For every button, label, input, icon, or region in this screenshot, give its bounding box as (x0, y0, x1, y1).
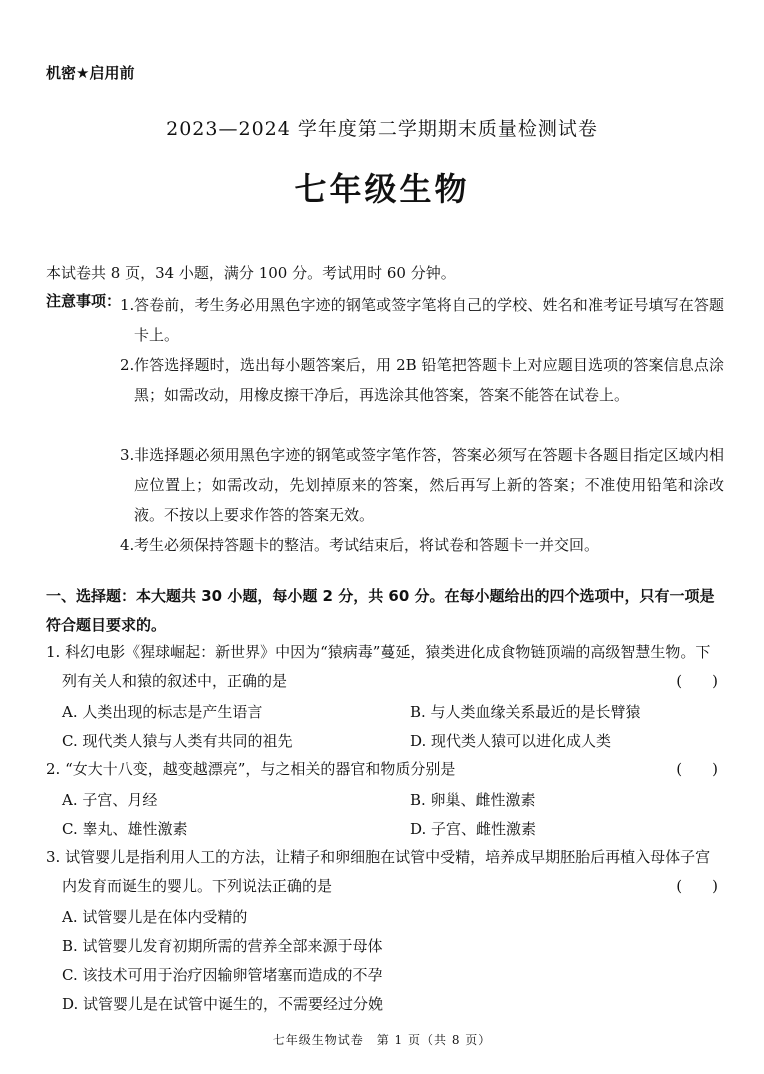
page-footer: 七年级生物试卷 第 1 页（共 8 页） (272, 1033, 492, 1047)
question-text: 2. “女大十八变，越变越漂亮”，与之相关的器官和物质分别是 (46, 760, 456, 778)
note-text: 非选择题必须用黑色字迹的钢笔或签字笔作答，答案必须写在答题卡各题目指定区域内相应位置上；如需改动，先划掉原来的答案，然后再写上新的答案；不准使用铅笔和涂改液。不按以上要求作答的答案无效。 (134, 446, 724, 524)
note-text: 考生必须保持答题卡的整洁。考试结束后，将试卷和答题卡一并交回。 (134, 536, 600, 554)
answer-bracket: ( ) (676, 672, 718, 690)
note-number: 4. (120, 536, 135, 554)
option-c: C. 睾丸、雄性激素 (62, 820, 188, 838)
question-stem (46, 638, 722, 696)
note-item (120, 350, 724, 410)
question-2 (46, 755, 722, 784)
question-stem (46, 755, 722, 784)
exam-title: 2023—2024 学年度第二学期期末质量检测试卷 (166, 118, 598, 140)
answer-bracket: ( ) (676, 760, 718, 778)
option-d: D. 试管婴儿是在试管中诞生的，不需要经过分娩 (62, 995, 384, 1013)
option-d: D. 现代类人猿可以进化成人类 (410, 732, 612, 750)
note-item (120, 530, 724, 560)
note-number: 2. (120, 356, 135, 374)
note-number: 1. (120, 296, 135, 314)
option-a: A. 子宫、月经 (62, 791, 158, 809)
confidential-label: 机密★启用前 (46, 64, 135, 82)
question-stem (46, 843, 722, 901)
option-b: B. 与人类血缘关系最近的是长臂猿 (410, 703, 641, 721)
note-text: 作答选择题时，选出每小题答案后，用 2B 铅笔把答题卡上对应题目选项的答案信息点涂黑；如需改动，用橡皮擦干净后，再选涂其他答案，答案不能答在试卷上。 (134, 356, 724, 404)
question-text: 1. 科幻电影《猩球崛起：新世界》中因为“猿病毒”蔓延，猿类进化成食物链顶端的高级智慧生物。下列有关人和猿的叙述中，正确的是 (46, 643, 711, 690)
option-a: A. 试管婴儿是在体内受精的 (62, 908, 248, 926)
notes-label: 注意事项： (46, 292, 122, 310)
option-c: C. 该技术可用于治疗因输卵管堵塞而造成的不孕 (62, 966, 383, 984)
note-item (120, 290, 724, 350)
note-number: 3. (120, 446, 135, 464)
note-item (120, 440, 724, 530)
section-heading: 一、选择题：本大题共 30 小题，每小题 2 分，共 60 分。在每小题给出的四个选项中，只有一项是符合题目要求的。 (46, 587, 715, 634)
option-c: C. 现代类人猿与人类有共同的祖先 (62, 732, 293, 750)
exam-intro: 本试卷共 8 页，34 小题，满分 100 分。考试用时 60 分钟。 (46, 264, 456, 282)
note-text: 答卷前，考生务必用黑色字迹的钢笔或签字笔将自己的学校、姓名和准考证号填写在答题卡上。 (134, 296, 724, 344)
subject-title: 七年级生物 (294, 170, 470, 208)
question-3 (46, 843, 722, 901)
option-b: B. 试管婴儿发育初期所需的营养全部来源于母体 (62, 937, 383, 955)
option-b: B. 卵巢、雌性激素 (410, 791, 536, 809)
question-1 (46, 638, 722, 696)
answer-bracket: ( ) (676, 877, 718, 895)
question-text: 3. 试管婴儿是指利用人工的方法，让精子和卵细胞在试管中受精，培养成早期胚胎后再植入母体子宫内发育而诞生的婴儿。下列说法正确的是 (46, 848, 711, 895)
option-d: D. 子宫、雌性激素 (410, 820, 537, 838)
option-a: A. 人类出现的标志是产生语言 (62, 703, 263, 721)
